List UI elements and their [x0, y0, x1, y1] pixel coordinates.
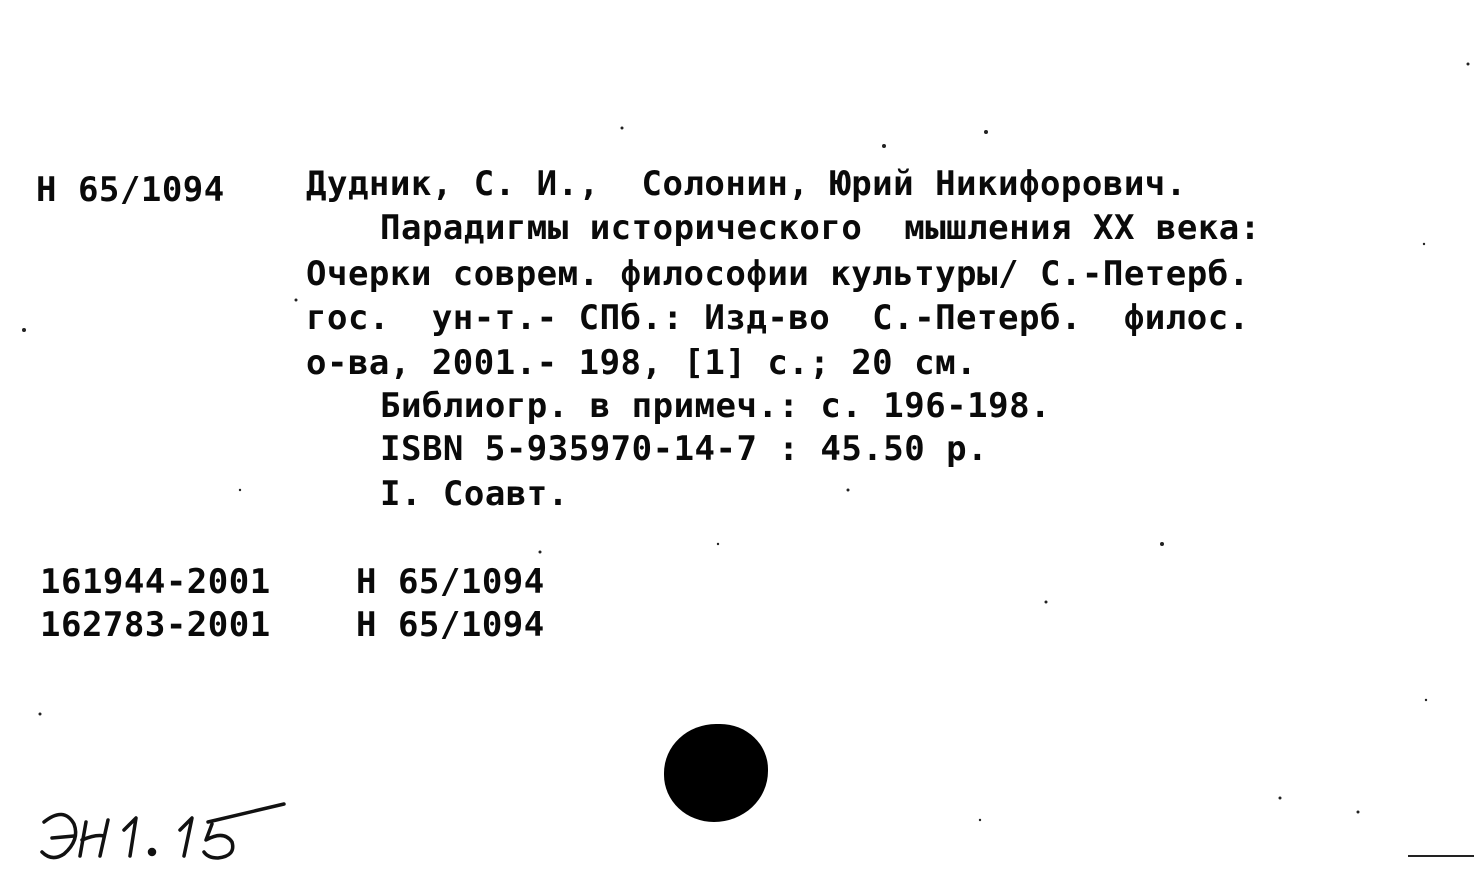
inventory-number: 161944-2001 — [40, 562, 271, 602]
inventory-shelfmark: Н 65/1094 — [356, 605, 545, 645]
inventory-number: 162783-2001 — [40, 605, 271, 645]
card-author-line: Дудник, С. И., Солонин, Юрий Никифорович. — [306, 164, 1187, 204]
handwritten-note — [34, 800, 294, 870]
card-title-line: Парадигмы исторического мышления XX века: — [380, 208, 1261, 248]
card-coauthor-entry: I. Соавт. — [380, 474, 569, 514]
card-shelfmark: Н 65/1094 — [36, 170, 225, 210]
inventory-shelfmark: Н 65/1094 — [356, 562, 545, 602]
card-subtitle-line: Очерки соврем. философии культуры/ С.-Петерб. — [306, 254, 1250, 294]
card-publisher-line: гос. ун-т.- СПб.: Изд-во С.-Петерб. филос. — [306, 298, 1250, 338]
card-imprint-line: о-ва, 2001.- 198, [1] с.; 20 см. — [306, 343, 978, 383]
punch-hole — [664, 724, 768, 822]
edge-mark — [1408, 855, 1474, 857]
card-bibliography-note: Библиогр. в примеч.: с. 196-198. — [380, 386, 1052, 426]
card-isbn-line: ISBN 5-935970-14-7 : 45.50 р. — [380, 429, 989, 469]
